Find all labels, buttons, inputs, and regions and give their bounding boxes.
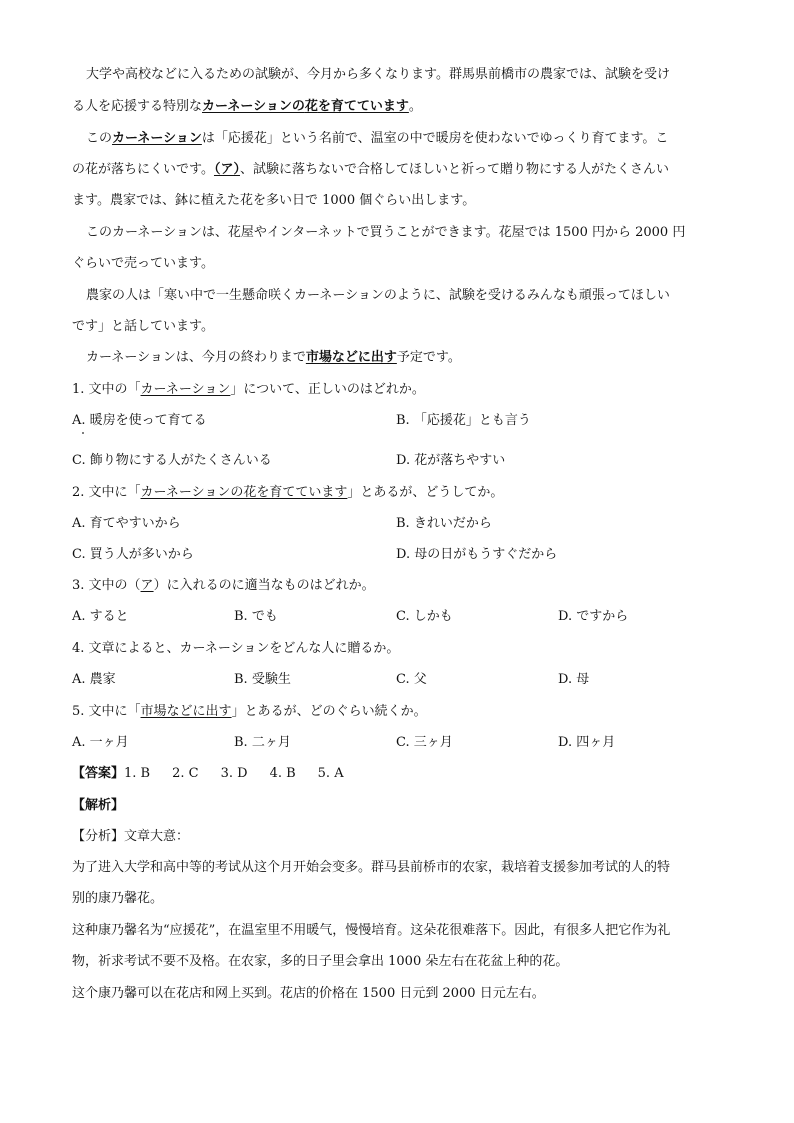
question-text: 」とあるが、どのぐらい続くか。 [231,704,427,719]
passage-line [86,287,670,305]
passage-text: カーネーションは、今月の終わりまで [86,350,306,365]
passage-line [72,192,475,210]
option-d: D. 母 [558,672,590,687]
option-b: B. きれいだから [396,516,492,531]
underlined-phrase: カーネーションの花を育てています [140,485,348,500]
option-c: C. 父 [396,672,427,687]
passage-text: です」と話しています。 [72,319,214,334]
passage-text: ぐらいで売っています。 [72,256,214,271]
underlined-phrase: ア [140,578,154,593]
underlined-phrase: カーネーションの [202,99,305,114]
passage-text: このカーネーションは、花屋やインターネットで買うことができます。花屋では 1500 円から 2000 円 [86,225,686,240]
option-b: B. 二ヶ月 [234,735,291,750]
analysis-line: 为了进入大学和高中等的考试从这个月开始会变多。群马县前桥市的农家，栽培着支援参加考试的人的特 [72,860,671,875]
passage-text: ます。農家では、鉢に植えた花を多い日で 1000 個ぐらい出します。 [72,193,476,208]
question-text: 3. 文中の（ [72,578,141,593]
option-d: D. 母の日がもうすぐだから [396,547,558,562]
answer-item: 2. C [172,766,199,781]
analysis-heading: 【解析】 [72,798,125,813]
passage-text: この [86,131,113,146]
stray-mark [82,432,84,434]
underlined-phrase: カーネーション [112,131,202,146]
underlined-phrase: カーネーション [140,382,231,397]
answer-item: 1. B [124,766,151,781]
option-b: B. 「応援花」とも言う [396,413,531,428]
question-stem [72,484,503,502]
passage-text: 予定です。 [396,350,461,365]
passage-line [86,130,668,148]
passage-text: は「応援花」という名前で、温室の中で暖房を使わないでゆっくり育てます。こ [201,131,669,146]
analysis-line: 这个康乃馨可以在花店和网上买到。花店的价格在 1500 日元到 2000 日元左右。 [72,986,545,1001]
passage-text: 、試験に落ちないで合格してほしいと祈って贈り物にする人がたくさんい [239,162,669,177]
question-stem [72,381,425,399]
question-text: 4. 文章によると、カーネーションをどんな人に贈るか。 [72,641,400,656]
underlined-phrase: を育てています [317,99,409,114]
option-c: C. しかも [396,609,453,624]
question-stem [72,640,399,658]
option-a: A. 育てやすいから [72,516,181,531]
option-a: A. 一ヶ月 [72,735,129,750]
option-d: D. 四ヶ月 [558,735,616,750]
underlined-phrase: 市場などに出す [305,350,397,365]
option-c: C. 買う人が多いから [72,547,194,562]
answer-label: 【答案】 [72,766,125,781]
passage-line [86,66,670,84]
question-text: 5. 文中に「 [72,704,141,719]
passage-line [72,255,214,273]
passage-line [86,224,685,242]
passage-line [86,349,461,367]
option-c: C. 三ヶ月 [396,735,453,750]
passage-line [72,98,422,116]
passage-line [72,318,214,336]
option-c: C. 飾り物にする人がたくさんいる [72,453,272,468]
question-stem [72,703,427,721]
option-d: D. ですから [558,609,629,624]
analysis-line: 物，祈求考试不要不及格。在农家，多的日子里会拿出 1000 朵左右在花盆上种的花。 [72,954,569,969]
passage-text: 大学や高校などに入るための試験が、今月から多くなります。群馬県前橋市の農家では、試験を受け [86,67,670,82]
option-a: A. すると [72,609,129,624]
option-b: B. 受験生 [234,672,291,687]
answer-item: 3. D [220,766,248,781]
passage-text: る人を応援する特別な [72,99,203,114]
underlined-phrase: 花 [304,99,318,114]
analysis-line: 这种康乃馨名为“应援花”，在温室里不用暖气，慢慢培育。这朵花很难落下。因此，有很多人把它作为礼 [72,923,671,938]
underlined-phrase: 市場などに出す [140,704,232,719]
answer-item: 4. B [269,766,296,781]
option-d: D. 花が落ちやすい [396,453,506,468]
question-stem [72,577,375,595]
passage-text: 。 [408,99,422,114]
question-text: 1. 文中の「 [72,382,141,397]
question-text: 2. 文中に「 [72,485,141,500]
passage-text: 農家の人は「寒い中で一生懸命咲くカーネーションのように、試験を受けるみんなも頑張ってほしい [86,288,670,303]
option-a: A. 暖房を使って育てる [72,413,207,428]
underlined-phrase: （ア） [213,162,240,177]
question-text: ）に入れるのに適当なものはどれか。 [153,578,375,593]
analysis-line: 别的康乃馨花。 [72,891,164,906]
answer-key [72,765,366,783]
analysis-summary-label: 【分析】文章大意： [72,829,190,844]
question-text: 」について、正しいのはどれか。 [230,382,425,397]
answer-item: 5. A [317,766,344,781]
passage-text: の花が落ちにくいです。 [72,162,214,177]
passage-line [72,161,669,179]
option-a: A. 農家 [72,672,116,687]
question-text: 」とあるが、どうしてか。 [347,485,504,500]
option-b: B. でも [234,609,278,624]
